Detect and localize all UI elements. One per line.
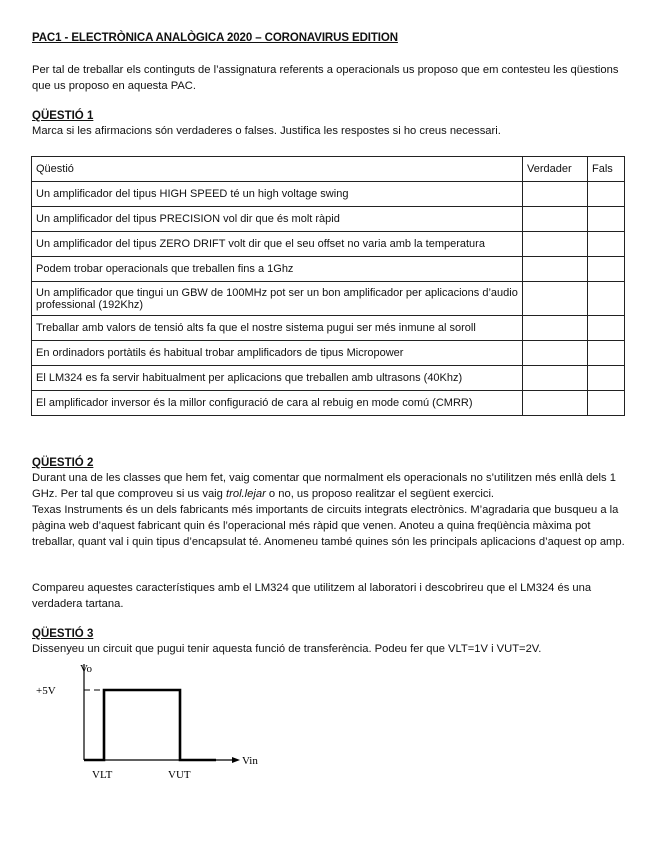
y-tick-label: +5V xyxy=(36,685,56,697)
q2-paragraph-1 xyxy=(32,470,628,502)
question-cell: Treballar amb valors de tensió alts fa que el nostre sistema pugui ser més inmune al soroll xyxy=(32,316,523,341)
false-answer-cell[interactable] xyxy=(588,316,625,341)
q2-text-a: Durant una de les classes que hem fet, vaig comentar que normalment els operacionals no s’utilitzen més enllà dels 1 GHz. Per tal que comproveu si us vaig xyxy=(32,472,616,500)
header-question: Qüestió xyxy=(32,157,523,182)
false-answer-cell[interactable] xyxy=(588,232,625,257)
x-tick-label-vut: VUT xyxy=(168,769,191,781)
q2-text-b: o no, us proposo realitzar el següent exercici. xyxy=(265,488,495,500)
transfer-function-chart xyxy=(20,656,280,786)
header-false: Fals xyxy=(588,157,625,182)
false-answer-cell[interactable] xyxy=(588,341,625,366)
true-answer-cell[interactable] xyxy=(523,341,588,366)
true-answer-cell[interactable] xyxy=(523,316,588,341)
table-row xyxy=(32,282,625,316)
question-cell: Un amplificador del tipus PRECISION vol dir que és molt ràpid xyxy=(32,207,523,232)
q2-paragraph-2: Texas Instruments és un dels fabricants més importants de circuits integrats electrònics. M’agradaria que busqueu a la pàgina web d’aquest fabricant quin és l’operacional més ràpid que venen. Anoteu a quina freqüència màxima pot treballar, quant val i quin tipus d’encapsulat té. Anomeneu també quines són les principals aplicacions d’aquest op amp. xyxy=(32,504,625,548)
x-axis-label: Vin xyxy=(242,755,258,767)
table-row xyxy=(32,366,625,391)
document-title: PAC1 - ELECTRÒNICA ANALÒGICA 2020 – CORONAVIRUS EDITION xyxy=(32,32,398,44)
false-answer-cell[interactable] xyxy=(588,257,625,282)
question-cell: El amplificador inversor és la millor configuració de cara al rebuig en mode comú (CMRR) xyxy=(32,391,523,416)
false-answer-cell[interactable] xyxy=(588,282,625,316)
true-answer-cell[interactable] xyxy=(523,391,588,416)
q3-text: Dissenyeu un circuit que pugui tenir aquesta funció de transferència. Podeu fer que VLT=1V i VUT=2V. xyxy=(32,643,542,655)
q1-instruction: Marca si les afirmacions són verdaderes o falses. Justifica les respostes si ho creus necessari. xyxy=(32,125,501,137)
question-cell: Un amplificador del tipus ZERO DRIFT volt dir que el seu offset no varia amb la temperatura xyxy=(32,232,523,257)
true-answer-cell[interactable] xyxy=(523,257,588,282)
question-cell: En ordinadors portàtils és habitual trobar amplificadors de tipus Micropower xyxy=(32,341,523,366)
table-row xyxy=(32,232,625,257)
question-cell: Podem trobar operacionals que treballen fins a 1Ghz xyxy=(32,257,523,282)
question-cell: Un amplificador que tingui un GBW de 100MHz pot ser un bon amplificador per aplicacions d’audio professional (192Khz) xyxy=(32,282,523,316)
y-axis-label: Vo xyxy=(80,663,93,675)
q2-heading: QÜESTIÓ 2 xyxy=(32,457,94,469)
false-answer-cell[interactable] xyxy=(588,207,625,232)
q3-heading: QÜESTIÓ 3 xyxy=(32,628,94,640)
true-answer-cell[interactable] xyxy=(523,207,588,232)
false-answer-cell[interactable] xyxy=(588,182,625,207)
header-true: Verdader xyxy=(523,157,588,182)
transfer-curve xyxy=(84,690,216,760)
table-row xyxy=(32,182,625,207)
true-answer-cell[interactable] xyxy=(523,182,588,207)
false-answer-cell[interactable] xyxy=(588,366,625,391)
table-row xyxy=(32,391,625,416)
question-cell: Un amplificador del tipus HIGH SPEED té un high voltage swing xyxy=(32,182,523,207)
x-axis-arrow xyxy=(232,757,240,763)
table-row xyxy=(32,316,625,341)
q1-heading: QÜESTIÓ 1 xyxy=(32,110,94,122)
table-row xyxy=(32,207,625,232)
q1-table xyxy=(31,156,625,416)
table-row xyxy=(32,257,625,282)
x-tick-label-vlt: VLT xyxy=(92,769,113,781)
q2-text-emphasis: trol.lejar xyxy=(226,488,266,500)
table-header-row xyxy=(32,157,625,182)
true-answer-cell[interactable] xyxy=(523,232,588,257)
true-answer-cell[interactable] xyxy=(523,366,588,391)
table-row xyxy=(32,341,625,366)
q2-paragraph-3: Compareu aquestes característiques amb el LM324 que utilitzem al laboratori i descobrireu que el LM324 és una verdadera tartana. xyxy=(32,582,592,610)
true-answer-cell[interactable] xyxy=(523,282,588,316)
intro-paragraph: Per tal de treballar els continguts de l’assignatura referents a operacionals us proposo que em contesteu les qüestions que us proposo en aquesta PAC. xyxy=(32,64,619,92)
question-cell: El LM324 es fa servir habitualment per aplicacions que treballen amb ultrasons (40Khz) xyxy=(32,366,523,391)
false-answer-cell[interactable] xyxy=(588,391,625,416)
